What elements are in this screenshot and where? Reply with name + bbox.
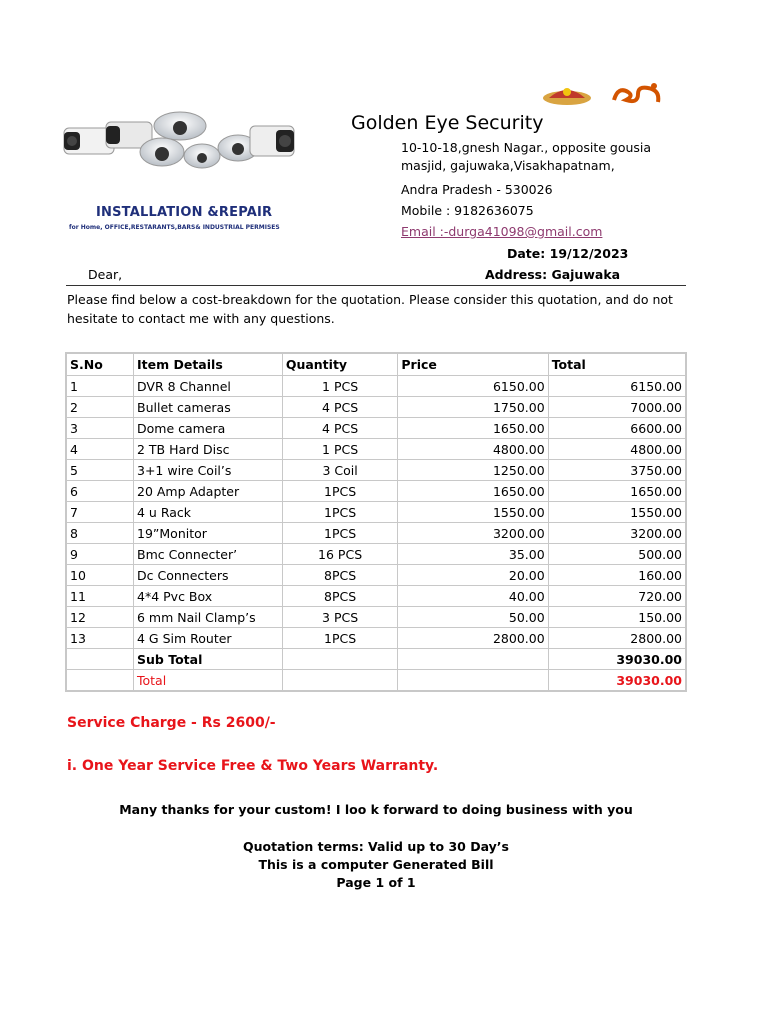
cell-qty: 4 PCS: [282, 418, 398, 439]
customer-address: [485, 267, 620, 282]
cell-price: 35.00: [398, 544, 548, 565]
cell-item: 19”Monitor: [134, 523, 283, 544]
cell-item: 4 G Sim Router: [134, 628, 283, 649]
company-name: Golden Eye Security: [351, 112, 544, 134]
service-charge: Service Charge - Rs 2600/-: [67, 715, 276, 731]
warranty-note: i. One Year Service Free & Two Years Warranty.: [67, 758, 439, 774]
cell-total: 3200.00: [548, 523, 686, 544]
address-line-2: Andra Pradesh - 530026: [401, 182, 553, 197]
installation-repair-subtitle: for Home, OFFICE,RESTARANTS,BARS& INDUSTRIAL PERMISES: [69, 224, 280, 231]
cell-qty: 8PCS: [282, 586, 398, 607]
cell-price: 6150.00: [398, 376, 548, 397]
cell-total: 3750.00: [548, 460, 686, 481]
cell-price: 1650.00: [398, 418, 548, 439]
cell-total: 1650.00: [548, 481, 686, 502]
cell-qty: 3 PCS: [282, 607, 398, 628]
table-row: [66, 544, 686, 565]
table-row: [66, 565, 686, 586]
thanks-note: Many thanks for your custom! I loo k forward to doing business with you: [119, 802, 633, 817]
terms-block: [0, 838, 752, 892]
cell-total: 160.00: [548, 565, 686, 586]
cell-price: 3200.00: [398, 523, 548, 544]
cell-item: Dome camera: [134, 418, 283, 439]
cell-total: 720.00: [548, 586, 686, 607]
table-row: [66, 523, 686, 544]
subtotal-value: 39030.00: [548, 649, 686, 670]
cell-total: 500.00: [548, 544, 686, 565]
header-item: Item Details: [134, 353, 283, 376]
cell-item: 4*4 Pvc Box: [134, 586, 283, 607]
cell-qty: 16 PCS: [282, 544, 398, 565]
cell-total: 2800.00: [548, 628, 686, 649]
cell-sno: 12: [66, 607, 134, 628]
installation-repair-title: INSTALLATION &REPAIR: [96, 205, 273, 220]
cell-total: 6600.00: [548, 418, 686, 439]
cell-qty: 1PCS: [282, 502, 398, 523]
cell-qty: 3 Coil: [282, 460, 398, 481]
table-row: [66, 481, 686, 502]
date-value: 19/12/2023: [549, 246, 629, 261]
cell-total: 1550.00: [548, 502, 686, 523]
cell-item: 4 u Rack: [134, 502, 283, 523]
email-link[interactable]: Email :-durga41098@gmail.com: [401, 224, 603, 239]
intro-paragraph: Please find below a cost-breakdown for the quotation. Please consider this quotation, and do not hesitate to contact me with any questions.: [67, 292, 673, 326]
cell-sno: 11: [66, 586, 134, 607]
cell-sno: 8: [66, 523, 134, 544]
header-divider: [66, 285, 686, 286]
cell-sno: 10: [66, 565, 134, 586]
cell-price: 1650.00: [398, 481, 548, 502]
cell-qty: 1 PCS: [282, 439, 398, 460]
cell-total: 7000.00: [548, 397, 686, 418]
cell-qty: 1PCS: [282, 481, 398, 502]
cctv-cameras-logo: [62, 108, 296, 178]
cell-item: 3+1 wire Coil’s: [134, 460, 283, 481]
total-row: [66, 670, 686, 692]
table-row: [66, 439, 686, 460]
cell-price: 4800.00: [398, 439, 548, 460]
terms-validity: Quotation terms: Valid up to 30 Day’s: [243, 839, 509, 854]
cell-item: 2 TB Hard Disc: [134, 439, 283, 460]
cell-qty: 4 PCS: [282, 397, 398, 418]
cell-price: 50.00: [398, 607, 548, 628]
cell-qty: 1PCS: [282, 523, 398, 544]
header-quantity: Quantity: [282, 353, 398, 376]
address-line-1: 10-10-18,gnesh Nagar., opposite gousia masjid, gajuwaka,Visakhapatnam,: [401, 140, 652, 173]
cell-total: 150.00: [548, 607, 686, 628]
mobile-number: Mobile : 9182636075: [401, 203, 534, 218]
quotation-table: [65, 352, 687, 692]
cell-total: 4800.00: [548, 439, 686, 460]
header-price: Price: [398, 353, 548, 376]
address-label: Address:: [485, 267, 548, 282]
terms-generated: This is a computer Generated Bill: [258, 857, 494, 872]
cell-sno: 9: [66, 544, 134, 565]
greeting: Dear,: [88, 267, 123, 282]
cell-item: DVR 8 Channel: [134, 376, 283, 397]
table-row: [66, 586, 686, 607]
cell-item: Bullet cameras: [134, 397, 283, 418]
cell-price: 20.00: [398, 565, 548, 586]
cell-qty: 8PCS: [282, 565, 398, 586]
cell-sno: 5: [66, 460, 134, 481]
table-row: [66, 460, 686, 481]
cell-price: 1550.00: [398, 502, 548, 523]
cell-item: 20 Amp Adapter: [134, 481, 283, 502]
table-row: [66, 607, 686, 628]
cell-sno: 7: [66, 502, 134, 523]
cell-sno: 1: [66, 376, 134, 397]
header-sno: S.No: [66, 353, 134, 376]
address-value: Gajuwaka: [551, 267, 621, 282]
subtotal-label: Sub Total: [134, 649, 283, 670]
header-total: Total: [548, 353, 686, 376]
table-header-row: [66, 353, 686, 376]
subtotal-row: [66, 649, 686, 670]
cell-price: 2800.00: [398, 628, 548, 649]
table-row: [66, 397, 686, 418]
emblem-icon: [541, 84, 593, 106]
page-number: Page 1 of 1: [336, 875, 416, 890]
table-row: [66, 502, 686, 523]
table-row: [66, 418, 686, 439]
cell-price: 1250.00: [398, 460, 548, 481]
cell-sno: 6: [66, 481, 134, 502]
quotation-date: [507, 246, 628, 261]
cell-sno: 3: [66, 418, 134, 439]
cell-sno: 13: [66, 628, 134, 649]
cell-qty: 1 PCS: [282, 376, 398, 397]
cell-price: 1750.00: [398, 397, 548, 418]
cell-item: Bmc Connecter’: [134, 544, 283, 565]
cell-total: 6150.00: [548, 376, 686, 397]
total-label: Total: [134, 670, 283, 692]
cell-item: Dc Connecters: [134, 565, 283, 586]
cell-price: 40.00: [398, 586, 548, 607]
table-row: [66, 376, 686, 397]
om-symbol-icon: [608, 80, 670, 108]
cell-sno: 4: [66, 439, 134, 460]
date-label: Date:: [507, 246, 546, 261]
cell-qty: 1PCS: [282, 628, 398, 649]
total-value: 39030.00: [548, 670, 686, 692]
table-row: [66, 628, 686, 649]
cell-sno: 2: [66, 397, 134, 418]
cell-item: 6 mm Nail Clamp’s: [134, 607, 283, 628]
